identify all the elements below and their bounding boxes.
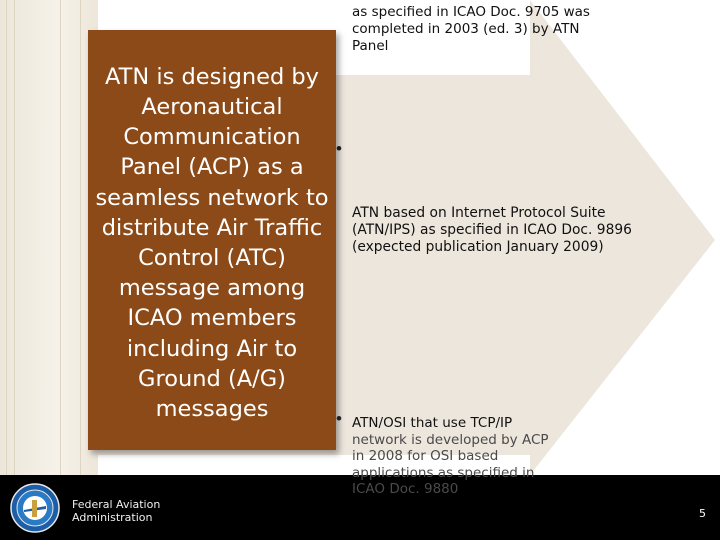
bottom-text-line1: ATN/OSI that use TCP/IP — [352, 415, 513, 431]
bottom-bullet: • — [336, 409, 342, 428]
faa-wordmark — [72, 499, 160, 524]
main-box-text: ATN is designed by Aeronautical Communication Panel (ACP) as a seamless network to distribute Air Traffic Control (ATC) message among ICAO members including Air to Ground (A/G) messages — [95, 63, 329, 423]
page-number: 5 — [699, 507, 706, 520]
faa-line-2: Administration — [72, 510, 153, 524]
main-text-box — [88, 30, 336, 450]
faa-line-1: Federal Aviation — [72, 498, 161, 511]
arrow-bottom-text — [352, 415, 562, 498]
empty-bullet: • — [336, 139, 342, 158]
arrow-middle-text: ATN based on Internet Protocol Suite (ATN/IPS) as specified in ICAO Doc. 9896 (expected publication January 2009) — [352, 205, 632, 255]
bottom-text-rest: network is developed by ACP in 2008 for OSI based applications as specified in ICAO Doc. 9880 — [352, 431, 549, 497]
arrow-top-text: as specified in ICAO Doc. 9705 was completed in 2003 (ed. 3) by ATN Panel — [352, 4, 590, 54]
faa-seal-icon — [10, 483, 60, 533]
